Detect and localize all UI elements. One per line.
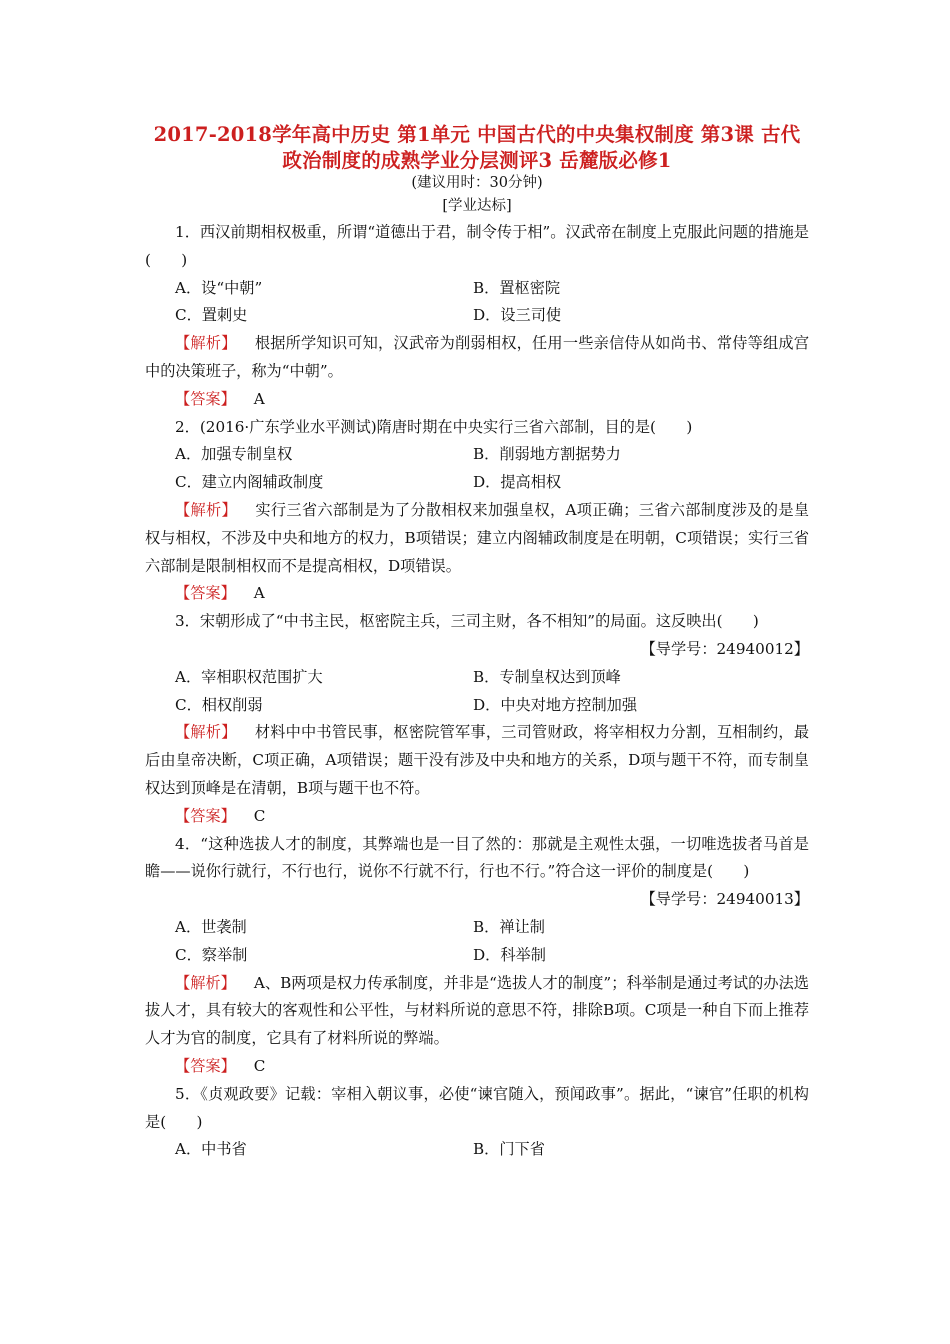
option-row xyxy=(145,692,809,720)
option-row xyxy=(145,302,809,330)
question-4 xyxy=(145,831,809,1081)
option-row xyxy=(145,469,809,497)
analysis xyxy=(145,497,809,580)
question-2 xyxy=(145,414,809,609)
analysis xyxy=(145,719,809,802)
analysis xyxy=(145,330,809,386)
question-stem: 3．宋朝形成了“中书主民，枢密院主兵，三司主财，各不相知”的局面。这反映出( ) xyxy=(175,612,759,631)
option-c: C．相权削弱 xyxy=(175,695,263,714)
answer-text: C xyxy=(253,1056,266,1075)
answer-text: C xyxy=(253,806,266,825)
question-3 xyxy=(145,608,809,830)
question-1 xyxy=(145,219,809,414)
answer xyxy=(145,1053,809,1081)
option-d: D．中央对地方控制加强 xyxy=(473,695,638,714)
answer-label: 【答案】 xyxy=(175,1056,236,1075)
answer xyxy=(145,580,809,608)
option-b: B．禅让制 xyxy=(473,917,545,936)
suggested-time: (建议用时：30分钟) xyxy=(411,175,543,191)
option-b: B．置枢密院 xyxy=(473,278,561,297)
question-stem: 1．西汉前期相权极重，所谓“道德出于君，制令传于相”。汉武帝在制度上克服此问题的措施是( ) xyxy=(145,223,809,269)
answer-label: 【答案】 xyxy=(175,806,236,825)
option-row xyxy=(145,914,809,942)
analysis-text: 材料中中书管民事，枢密院管军事，三司管财政，将宰相权力分割，互相制约，最后由皇帝决断，C项正确，A项错误；题干没有涉及中央和地方的关系，D项与题干不符，而专制皇权达到顶峰是在清朝，B项与题干也不符。 xyxy=(145,723,810,797)
option-c: C．置刺史 xyxy=(175,306,248,325)
option-d: D．设三司使 xyxy=(473,306,562,325)
option-c: C．察举制 xyxy=(175,945,248,964)
question-stem: 5．《贞观政要》记载：宰相入朝议事，必使“谏官随入，预闻政事”。据此，“谏官”任职的机构是( ) xyxy=(145,1084,809,1131)
question-stem: 4．“这种选拔人才的制度，其弊端也是一目了然的：那就是主观性太强，一切唯选拔者马首是瞻——说你行就行，不行也行，说你不行就不行，行也不行。”符合这一评价的制度是( ) xyxy=(145,834,809,881)
option-a: A．加强专制皇权 xyxy=(175,445,293,464)
option-b: B．专制皇权达到顶峰 xyxy=(473,667,621,686)
option-row xyxy=(145,942,809,970)
question-stem: 2．(2016·广东学业水平测试)隋唐时期在中央实行三省六部制，目的是( ) xyxy=(175,417,693,436)
option-d: D．科举制 xyxy=(473,945,546,964)
option-b: B．门下省 xyxy=(473,1140,545,1159)
option-a: A．中书省 xyxy=(175,1140,247,1159)
document-page xyxy=(145,122,809,1164)
section-heading: [学业达标] xyxy=(442,198,512,214)
option-c: C．建立内阁辅政制度 xyxy=(175,473,324,492)
option-a: A．宰相职权范围扩大 xyxy=(175,667,323,686)
option-row xyxy=(145,275,809,303)
question-5 xyxy=(145,1081,809,1164)
answer-label: 【答案】 xyxy=(175,389,236,408)
option-row xyxy=(145,1136,809,1164)
option-d: D．提高相权 xyxy=(473,473,562,492)
document-title: 2017-2018学年高中历史 第1单元 中国古代的中央集权制度 第3课 古代政治制度的成熟学业分层测评3 岳麓版必修1 xyxy=(153,123,801,172)
analysis-text: 根据所学知识可知，汉武帝为削弱相权，任用一些亲信侍从如尚书、常侍等组成宫中的决策班子，称为“中朝”。 xyxy=(145,334,810,380)
answer-text: A xyxy=(253,584,265,603)
analysis-text: A、B两项是权力传承制度，并非是“选拔人才的制度”；科举制是通过考试的办法选拔人才，具有较大的客观性和公平性，与材料所说的意思不符，排除B项。C项是一种自下而上推荐人才为官的制度，它具有了材料所说的弊端。 xyxy=(145,973,809,1048)
option-a: A．设“中朝” xyxy=(175,278,263,297)
analysis-label: 【解析】 xyxy=(175,500,238,519)
answer-label: 【答案】 xyxy=(175,584,236,603)
option-b: B．削弱地方割据势力 xyxy=(473,445,621,464)
analysis-label: 【解析】 xyxy=(175,973,236,992)
guide-number: 【导学号：24940013】 xyxy=(640,890,809,909)
answer-text: A xyxy=(253,389,265,408)
answer xyxy=(145,386,809,414)
analysis-label: 【解析】 xyxy=(175,334,237,353)
option-a: A．世袭制 xyxy=(175,917,247,936)
analysis-label: 【解析】 xyxy=(175,723,237,742)
answer xyxy=(145,803,809,831)
option-row xyxy=(145,664,809,692)
analysis-text: 实行三省六部制是为了分散相权来加强皇权，A项正确；三省六部制度涉及的是皇权与相权，不涉及中央和地方的权力，B项错误；建立内阁辅政制度是在明朝，C项错误；实行三省六部制是限制相权而不是提高相权，D项错误。 xyxy=(145,500,810,575)
option-row xyxy=(145,441,809,469)
analysis xyxy=(145,970,809,1053)
guide-number: 【导学号：24940012】 xyxy=(640,639,809,658)
